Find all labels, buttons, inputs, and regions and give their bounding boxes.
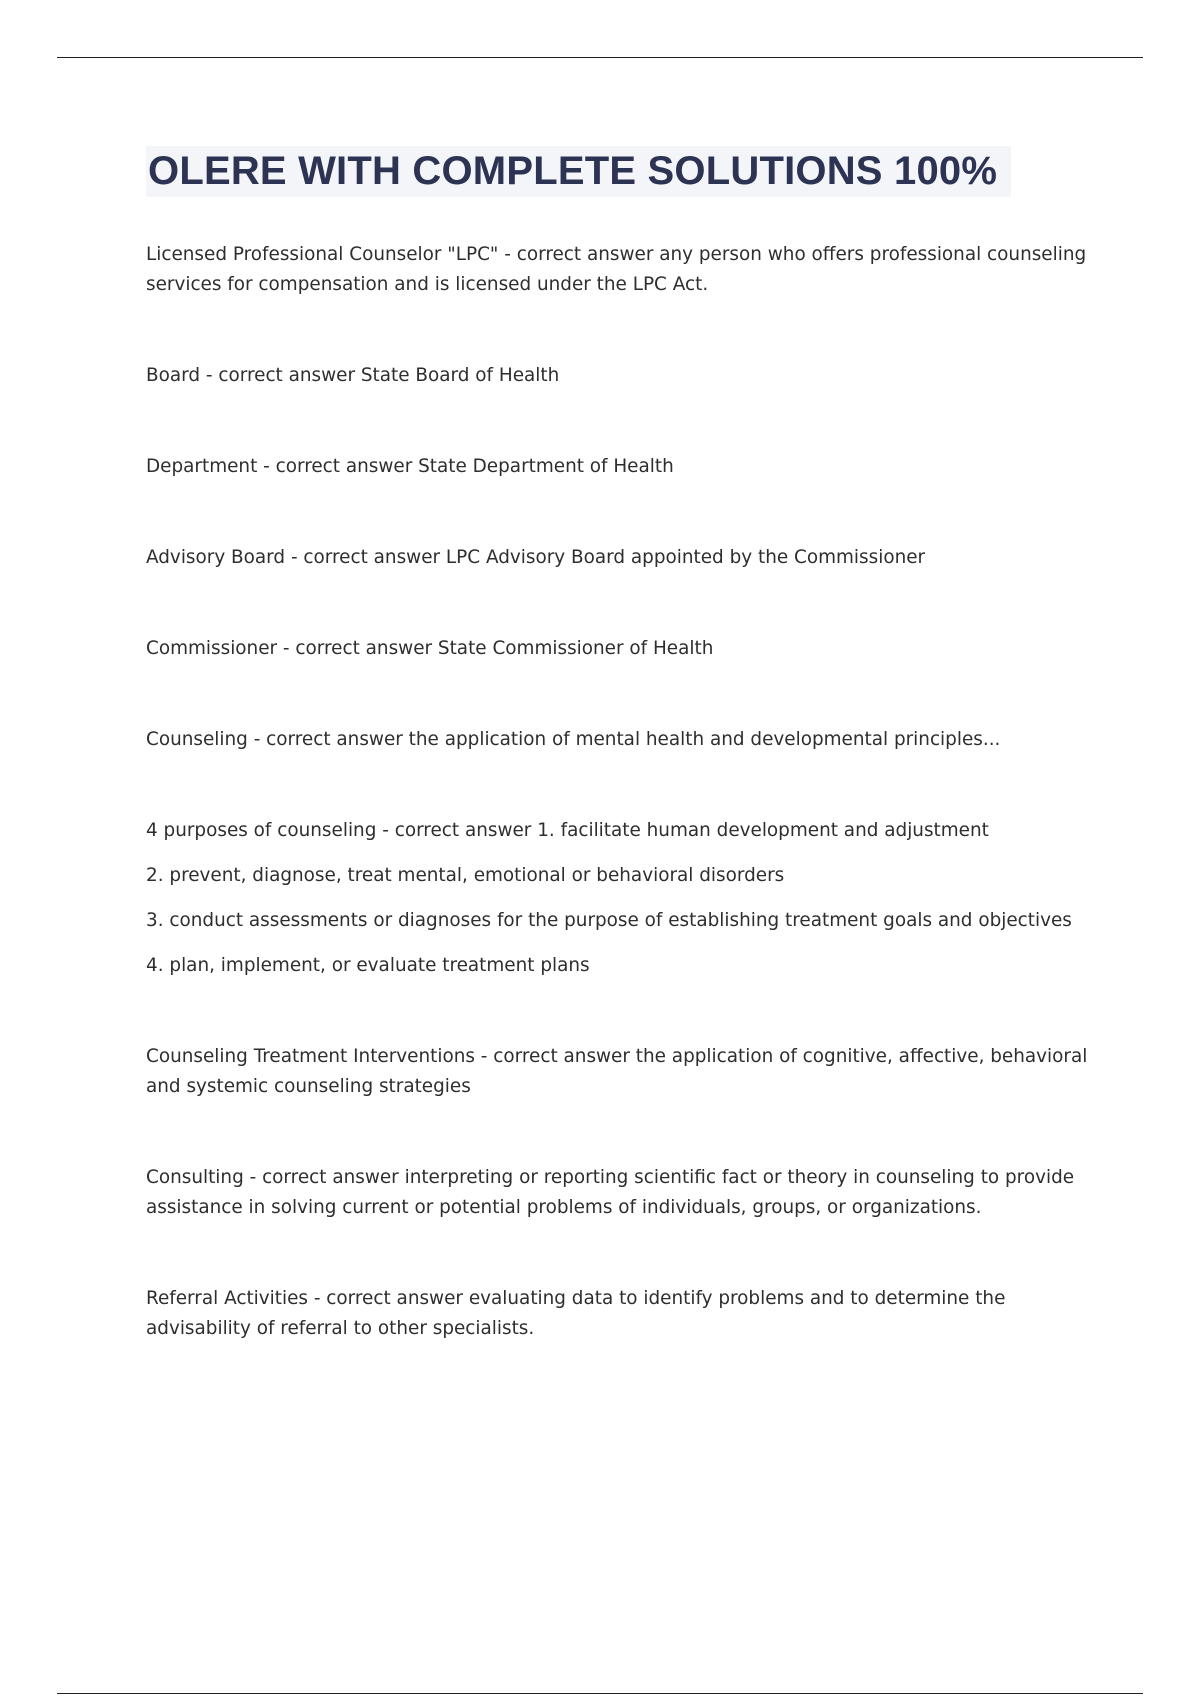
title-banner [146,146,1011,197]
document-title: OLERE WITH COMPLETE SOLUTIONS 100% [148,149,998,193]
definition-entry-list [146,816,1096,981]
entry-text: Counseling - correct answer the application of mental health and developmental principles... [146,729,1001,750]
definition-entry [146,634,1096,664]
definition-entry [146,725,1096,755]
definition-entry [146,1163,1096,1223]
definition-entry [146,1284,1096,1344]
list-item: 3. conduct assessments or diagnoses for the purpose of establishing treatment goals and objectives [146,910,1072,931]
entry-text: 4 purposes of counseling - correct answer 1. facilitate human development and adjustment [146,820,989,841]
definition-entry [146,1042,1096,1102]
definition-entry [146,361,1096,391]
entry-text: Licensed Professional Counselor "LPC" - correct answer any person who offers professional counseling services for compensation and is licensed under the LPC Act. [146,244,1087,295]
document-body [146,240,1096,1344]
entry-text: Counseling Treatment Interventions - correct answer the application of cognitive, affective, behavioral and systemic counseling strategies [146,1046,1088,1097]
entry-text: Department - correct answer State Department of Health [146,456,674,477]
entry-text: Commissioner - correct answer State Commissioner of Health [146,638,714,659]
entry-text: Consulting - correct answer interpreting or reporting scientific fact or theory in counseling to provide assistance in solving current or potential problems of individuals, groups, or organizations. [146,1167,1075,1218]
list-item: 2. prevent, diagnose, treat mental, emotional or behavioral disorders [146,865,785,886]
list-item: 4. plan, implement, or evaluate treatment plans [146,955,590,976]
entry-text: Board - correct answer State Board of Health [146,365,560,386]
definition-entry [146,452,1096,482]
footer-rule [57,1693,1143,1694]
entry-text: Referral Activities - correct answer evaluating data to identify problems and to determine the advisability of referral to other specialists. [146,1288,1006,1339]
header-rule [57,57,1143,58]
entry-text: Advisory Board - correct answer LPC Advisory Board appointed by the Commissioner [146,547,926,568]
definition-entry [146,543,1096,573]
definition-entry [146,240,1096,300]
